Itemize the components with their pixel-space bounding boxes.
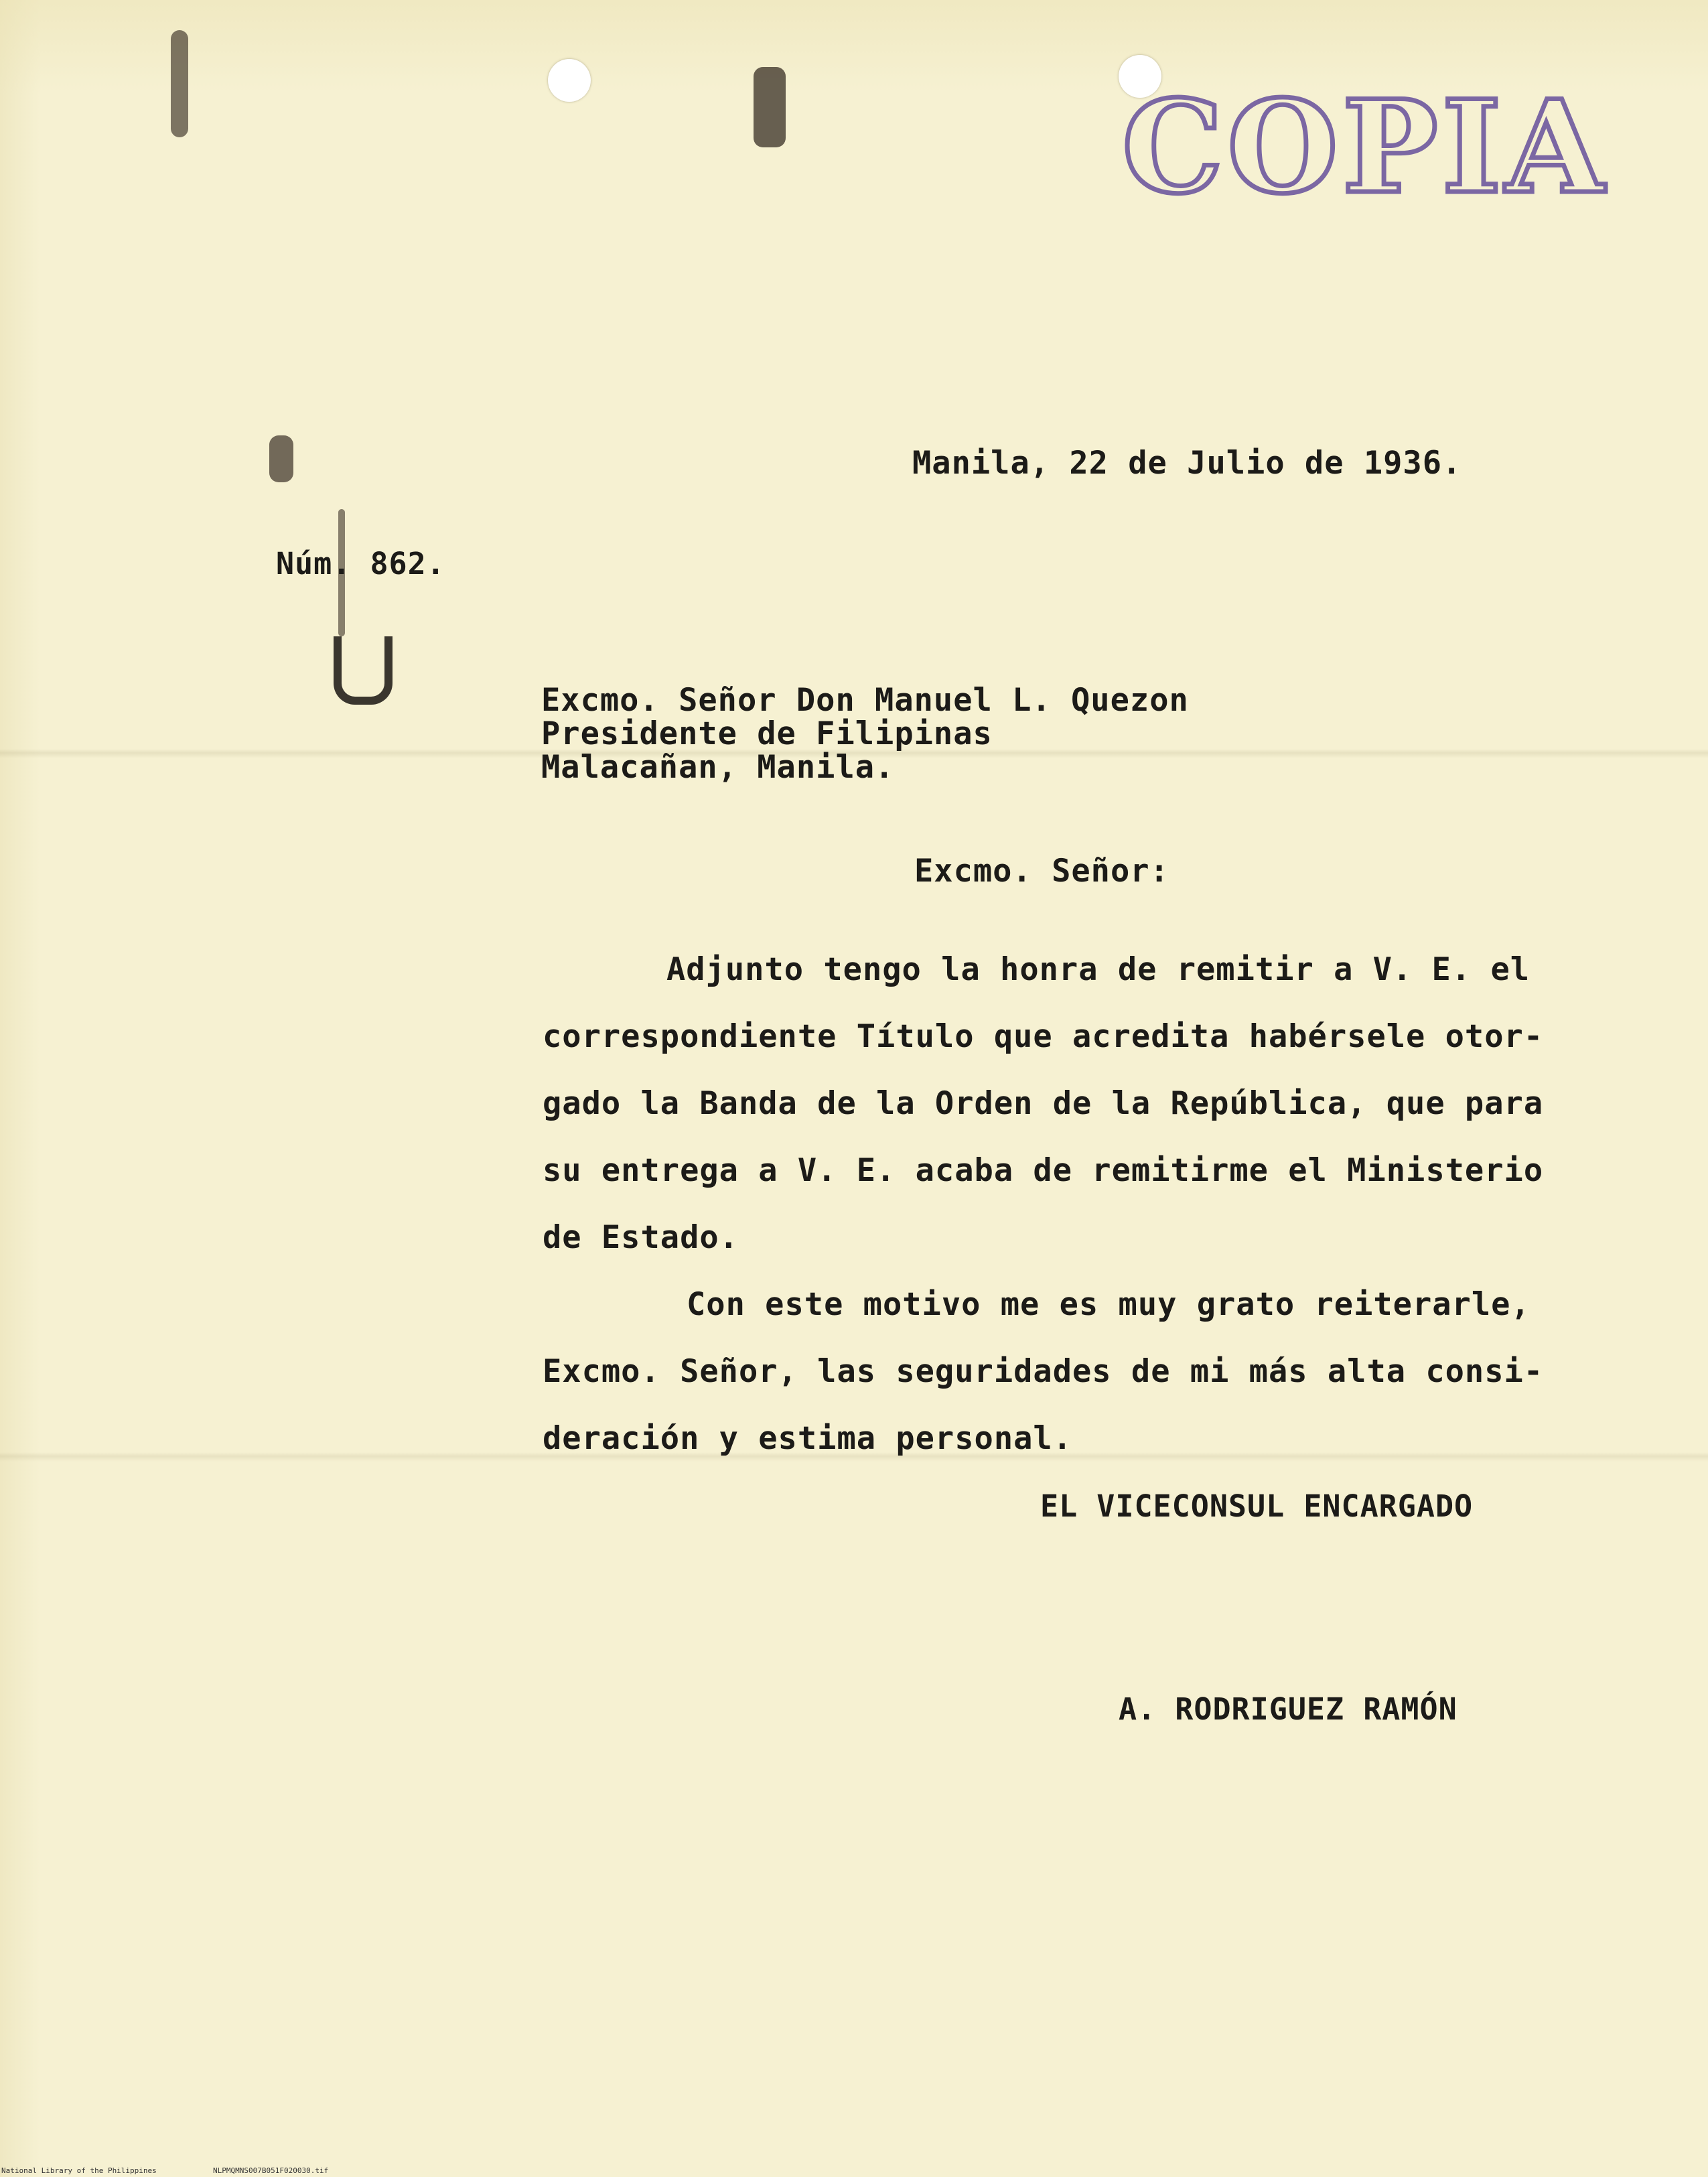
ink-stain	[171, 30, 188, 137]
closing-title: EL VICECONSUL ENCARGADO	[1040, 1488, 1474, 1524]
ink-stain	[754, 67, 786, 147]
body-line: de Estado.	[543, 1219, 739, 1256]
body-line: deración y estima personal.	[543, 1420, 1073, 1457]
addressee-line-2: Presidente de Filipinas	[541, 715, 993, 752]
body-line: Excmo. Señor, las seguridades de mi más alta consi-	[543, 1353, 1544, 1390]
ink-stain	[269, 435, 293, 482]
copia-stamp-text: COPIA	[1122, 72, 1608, 222]
reference-number: Núm. 862.	[276, 546, 445, 581]
body-line: su entrega a V. E. acaba de remitirme el Ministerio	[543, 1152, 1544, 1189]
body-line: Adjunto tengo la honra de remitir a V. E. el	[666, 951, 1531, 988]
punch-hole-left	[548, 59, 591, 102]
place-date: Manila, 22 de Julio de 1936.	[912, 445, 1462, 482]
footer-file: NLPMQMNS007B051F020030.tif	[213, 2166, 329, 2175]
copia-stamp	[1122, 72, 1608, 222]
addressee-line-1: Excmo. Señor Don Manuel L. Quezon	[541, 682, 1189, 719]
ink-stain	[334, 636, 393, 705]
addressee-line-3: Malacañan, Manila.	[541, 749, 895, 786]
body-line: gado la Banda de la Orden de la República, que para	[543, 1085, 1544, 1122]
signatory-name: A. RODRIGUEZ RAMÓN	[1119, 1691, 1457, 1727]
footer-source: National Library of the Philippines	[1, 2166, 157, 2175]
salutation: Excmo. Señor:	[914, 853, 1169, 890]
body-line: correspondiente Título que acredita habérsele otor-	[543, 1018, 1544, 1055]
body-line: Con este motivo me es muy grato reiterarle,	[687, 1286, 1531, 1323]
